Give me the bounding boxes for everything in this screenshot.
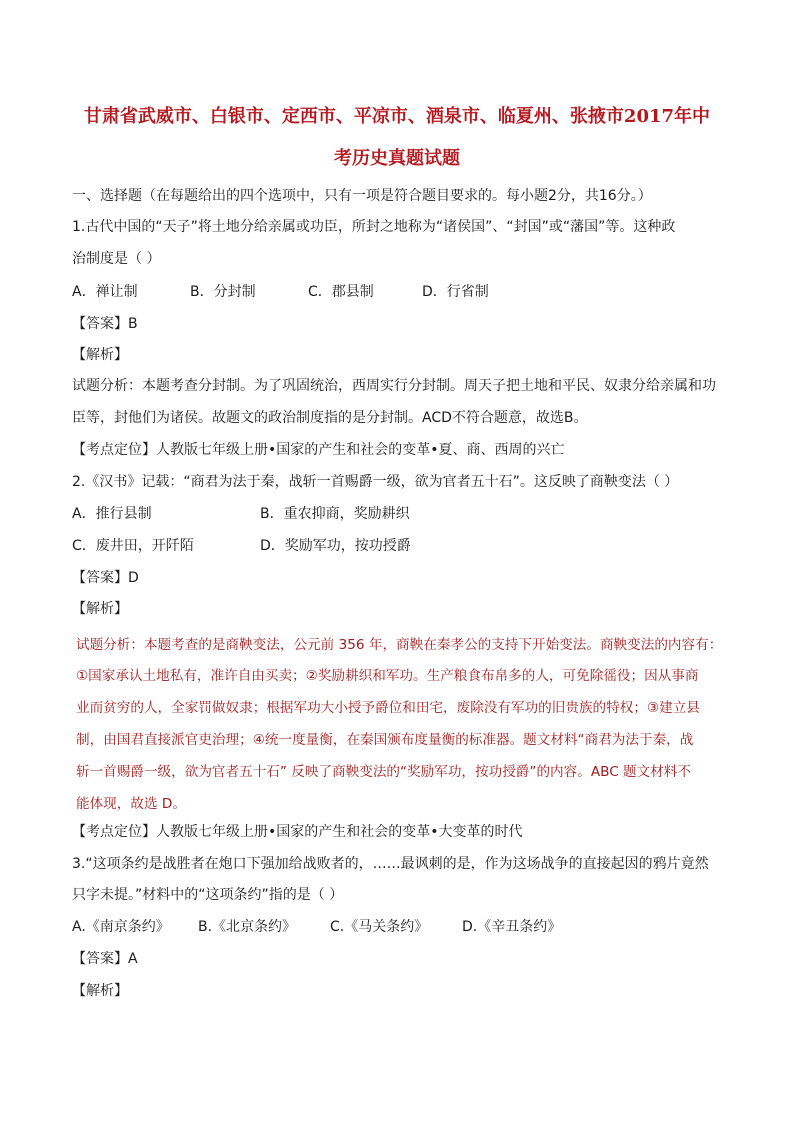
q2-analysis-line-2: ①国家承认土地私有，准许自由买卖；②奖励耕织和军功。生产粮食布帛多的人，可免除徭役；因从事商 (76, 668, 699, 684)
q3-answer: 【答案】A (72, 951, 138, 967)
q2-analysis-line-6: 能体现，故选 D。 (76, 796, 186, 812)
q2-option-d: D．奖励军功，按功授爵 (260, 538, 411, 554)
q2-analysis-line-3: 业而贫穷的人，全家罚做奴隶；根据军功大小授予爵位和田宅，废除没有军功的旧贵族的特权；③建立县 (76, 700, 700, 716)
q2-analysis-line-1: 试题分析：本题考查的是商鞅变法，公元前 356 年，商鞅在秦孝公的支持下开始变法。商鞅变法的内容有： (76, 637, 723, 653)
q1-answer: 【答案】B (72, 316, 138, 332)
q1-stem-line-2: 治制度是（ ） (72, 251, 161, 267)
q2-option-c: C．废井田，开阡陌 (72, 538, 194, 554)
q1-option-d: D．行省制 (422, 284, 489, 300)
q3-analysis-label: 【解析】 (72, 983, 128, 999)
doc-title-line-2: 考历史真题试题 (334, 148, 460, 169)
q1-option-b: B．分封制 (190, 284, 256, 300)
q3-option-b: B.《北京条约》 (198, 919, 297, 935)
doc-title-line-1: 甘肃省武威市、白银市、定西市、平凉市、酒泉市、临夏州、张掖市2017年中 (83, 106, 711, 127)
q1-option-c: C．郡县制 (308, 284, 374, 300)
q3-option-d: D.《辛丑条约》 (462, 919, 562, 935)
q2-knowledge-point: 【考点定位】人教版七年级上册•国家的产生和社会的变革•大变革的时代 (72, 824, 523, 840)
q3-option-c: C.《马关条约》 (330, 919, 429, 935)
q2-stem: 2.《汉书》记载：“商君为法于秦，战斩一首赐爵一级，欲为官者五十石”。这反映了商鞅变法（ ） (72, 474, 679, 490)
q1-knowledge-point: 【考点定位】人教版七年级上册•国家的产生和社会的变革•夏、商、西周的兴亡 (72, 442, 565, 458)
q2-option-a: A．推行县制 (72, 506, 152, 522)
q1-option-a: A．禅让制 (72, 284, 138, 300)
q1-analysis-line-1: 试题分析：本题考查分封制。为了巩固统治，西周实行分封制。周天子把土地和平民、奴隶分给亲属和功 (72, 378, 716, 394)
q1-analysis-label: 【解析】 (72, 347, 128, 363)
q2-analysis-label: 【解析】 (72, 601, 128, 617)
q3-stem-line-2: 只字未提。”材料中的“这项条约”指的是（ ） (72, 887, 344, 903)
q3-stem-line-1: 3.“这项条约是战胜者在炮口下强加给战败者的，……最讽刺的是，作为这场战争的直接起因的鸦片竟然 (72, 856, 709, 872)
section-heading: 一、选择题（在每题给出的四个选项中，只有一项是符合题目要求的。每小题2分，共16分。） (72, 188, 652, 204)
q3-option-a: A.《南京条约》 (72, 919, 170, 935)
q1-stem-line-1: 1.古代中国的“天子”将土地分给亲属或功臣，所封之地称为“诸侯国”、“封国”或“藩国”等。这种政 (72, 219, 676, 235)
q1-analysis-line-2: 臣等，封他们为诸侯。故题文的政治制度指的是分封制。ACD不符合题意，故选B。 (72, 410, 588, 426)
q2-analysis-line-5: 斩一首赐爵一级，欲为官者五十石” 反映了商鞅变法的“奖励军功，按功授爵”的内容。ABC 题文材料不 (76, 764, 691, 780)
q2-answer: 【答案】D (72, 570, 139, 586)
q2-analysis-line-4: 制，由国君直接派官吏治理；④统一度量衡，在秦国颁布度量衡的标准器。题文材料“商君为法于秦，战 (76, 732, 694, 748)
q2-option-b: B．重农抑商，奖励耕织 (260, 506, 410, 522)
